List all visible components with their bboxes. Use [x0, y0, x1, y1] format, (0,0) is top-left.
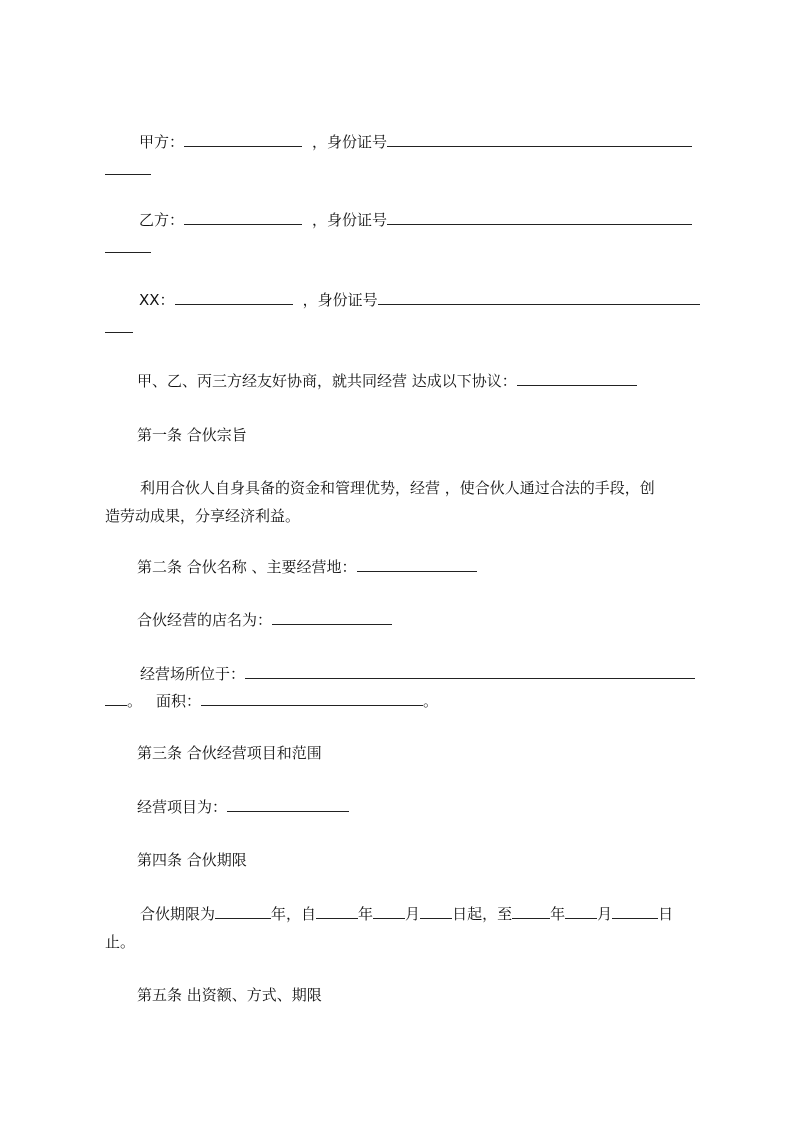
start-month-label: 月: [405, 905, 421, 923]
party-b-label: 乙方：: [139, 211, 185, 229]
term-year-label: 年，自: [271, 905, 317, 923]
article-5-title: 第五条 出资额、方式、期限: [137, 986, 322, 1004]
party-c-id-field[interactable]: [378, 290, 700, 305]
shop-name-label: 合伙经营的店名为：: [137, 611, 273, 629]
end-month-field[interactable]: [565, 904, 597, 919]
article-3-title: 第三条 合伙经营项目和范围: [137, 744, 322, 762]
article-1-title: 第一条 合伙宗旨: [137, 426, 247, 444]
party-a-label: 甲方：: [139, 133, 185, 151]
business-items-label: 经营项目为：: [137, 798, 228, 816]
start-year-field[interactable]: [316, 904, 358, 919]
party-b-name-field[interactable]: [184, 210, 302, 225]
intro-line: [137, 371, 637, 391]
location-line: [140, 664, 695, 684]
start-day-field[interactable]: [420, 904, 452, 919]
intro-business-field[interactable]: [517, 371, 637, 386]
party-b-line: [139, 210, 692, 230]
article-2-title-line: [137, 557, 477, 577]
party-a-id-field[interactable]: [387, 132, 692, 147]
party-c-id-field-continued[interactable]: [105, 318, 133, 333]
term-years-field[interactable]: [215, 904, 271, 919]
article-1-body-line-1: 利用合伙人自身具备的资金和管理优势，经营 ，使合伙人通过合法的手段，创: [140, 479, 655, 497]
end-year-label: 年: [550, 905, 566, 923]
party-a-line: [139, 132, 692, 152]
location-end: 。: [127, 692, 143, 710]
party-b-id-field-continued[interactable]: [105, 238, 151, 253]
start-month-field[interactable]: [373, 904, 405, 919]
article-2-title: 第二条 合伙名称 、主要经营地：: [137, 558, 357, 576]
article-1-body-line-2: 造劳动成果，分享经济利益。: [105, 507, 301, 525]
article-4-title: 第四条 合伙期限: [137, 851, 247, 869]
area-line: [105, 691, 438, 711]
party-b-id-field[interactable]: [387, 210, 692, 225]
party-a-id-label: ，身份证号: [312, 133, 388, 151]
area-label: 面积：: [156, 692, 202, 710]
location-field-continued[interactable]: [105, 691, 127, 706]
party-a-id-field-continued[interactable]: [105, 160, 151, 175]
party-a-name-field[interactable]: [184, 132, 302, 147]
term-prefix: 合伙期限为: [140, 905, 216, 923]
start-day-label: 日起，至: [452, 905, 513, 923]
end-year-field[interactable]: [512, 904, 550, 919]
location-field[interactable]: [245, 664, 695, 679]
end-day-label: 日: [658, 905, 674, 923]
start-year-label: 年: [358, 905, 374, 923]
area-field[interactable]: [201, 691, 423, 706]
party-b-id-label: ，身份证号: [312, 211, 388, 229]
shop-name-field[interactable]: [272, 610, 392, 625]
term-line: [140, 904, 673, 924]
party-c-name-field[interactable]: [175, 290, 293, 305]
business-items-field[interactable]: [227, 797, 349, 812]
intro-text: 甲、乙、丙三方经友好协商，就共同经营 达成以下协议：: [137, 372, 517, 390]
location-label: 经营场所位于：: [140, 665, 246, 683]
main-business-location-field[interactable]: [357, 557, 477, 572]
business-items-line: [137, 797, 349, 817]
end-month-label: 月: [597, 905, 613, 923]
area-end: 。: [423, 692, 439, 710]
party-c-line: [139, 290, 700, 310]
party-c-label: XX：: [139, 291, 175, 309]
shop-name-line: [137, 610, 392, 630]
end-day-field[interactable]: [612, 904, 658, 919]
party-c-id-label: ，身份证号: [302, 291, 378, 309]
term-end: 止。: [105, 933, 136, 951]
